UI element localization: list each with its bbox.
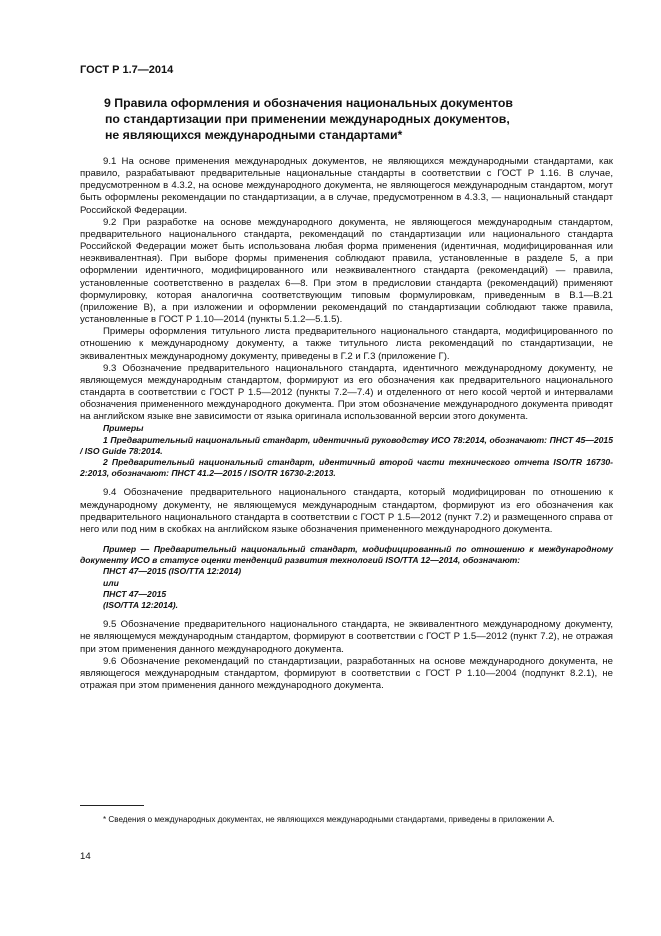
- document-body: [80, 156, 613, 692]
- paragraph-9-3: 9.3 Обозначение предварительного национального стандарта, идентичного международному документу, не являющемуся международным стандартом, формируют из его обозначения как предварительного национального стандарта в соответствии с ГОСТ Р 1.5—2012 (пункты 7.2—7.4) и отделенного от него косой чертой и интервалами обозначения примененного международного документа. При этом обозначение международного документа приводят на английском языке вне зависимости от языка оригинала использованной версии этого документа.: [80, 362, 613, 423]
- example-designation-line: (ISO/TTA 12:2014).: [103, 600, 178, 611]
- example-modified: Пример — Предварительный национальный стандарт, модифицированный по отношению к международному документу ИСО в статусе оценки тенденций развития технологий ISO/TTA 12—2014, обозначают:: [80, 544, 613, 566]
- footnote: * Сведения о международных документах, не являющихся международными стандартами, приведены в приложении А.: [103, 815, 555, 824]
- example-1: 1 Предварительный национальный стандарт, идентичный руководству ИСО 78:2014, обозначают: ПНСТ 45—2015 / ISO Guide 78:2014.: [80, 434, 613, 456]
- section-title-line: по стандартизации при применении международных документов,: [105, 112, 510, 126]
- examples-label: Примеры: [103, 423, 144, 434]
- paragraph-9-1: 9.1 На основе применения международных документов, не являющихся международными стандартами, как правило, разрабатывают предварительные национальные стандарты в соответствии с ГОСТ Р 1.16. В случае, предусмотренном в 4.3.2, на основе международного документа, не являющегося международным стандартом, могут быть оформлены рекомендации по стандартизации, а в случае, предусмотренном в 4.3.3, — национальный стандарт Российской Федерации.: [80, 156, 613, 216]
- example-designation-line: ПНСТ 47—2015 (ISO/TTA 12:2014): [103, 566, 242, 577]
- paragraph-9-4: 9.4 Обозначение предварительного национального стандарта, который модифицирован по отношению к международному документу, не являющемуся международным стандартом, формируют из его обозначения как предварительного национального стандарта в соответствии с ГОСТ Р 1.5—2012 (пункт 7.2) и размещенного справа от него или под ним в скобках на английском языке обозначения примененного международного документа.: [80, 487, 613, 535]
- paragraph-examples-reference: Примеры оформления титульного листа предварительного национального стандарта, модифицированного по отношению к международному документу, а также титульного листа рекомендаций по стандартизации, не эквивалентных международному документу, приведены в Г.2 и Г.3 (приложение Г).: [80, 326, 613, 362]
- document-header: ГОСТ Р 1.7—2014: [80, 64, 174, 76]
- footnote-divider: [80, 805, 144, 806]
- paragraph-9-6: 9.6 Обозначение рекомендаций по стандартизации, разработанных на основе международного документа, не являющегося международным стандартом, формируют в соответствии с ГОСТ Р 1.10—2004 (подпункт 8.2.1), не отражая при этом применения данного международного документа.: [80, 655, 613, 692]
- section-title-line: 9 Правила оформления и обозначения национальных документов: [104, 96, 513, 110]
- example-2: 2 Предварительный национальный стандарт, идентичный второй части технического отчета ISO/TR 16730-2:2013, обозначают: ПНСТ 41.2—2015 / ISO/TR 16730-2:2013.: [80, 457, 613, 479]
- section-title-line: не являющихся международными стандартами*: [105, 128, 403, 142]
- section-title: [104, 95, 574, 143]
- example-designation-line: или: [103, 577, 119, 588]
- paragraph-9-5: 9.5 Обозначение предварительного национального стандарта, не эквивалентного международному документу, не являющемуся международным стандартом, формируют в соответствии с ГОСТ Р 1.5—2012 (пункт 7.2), не отражая при этом применения данного международного документа.: [80, 619, 613, 655]
- example-designation-line: ПНСТ 47—2015: [103, 588, 167, 599]
- paragraph-9-2: 9.2 При разработке на основе международного документа, не являющегося международным стандартом, предварительного национального стандарта, рекомендаций по стандартизации или национального стандарта Российской Федерации может быть использована любая форма применения (идентичная, модифицированная или неэквивалентная). При выборе формы применения соблюдают правила, установленные в разделе 5, а при оформлении идентичного, модифицированного или неэквивалентного стандарта (рекомендаций) — правила, установленные соответственно в разделах 6—8. При этом в предисловии стандарта (рекомендаций) применяют формулировку, которая аналогична соответствующим типовым формулировкам, приведенным в В.1—В.21 (приложение В), а при изложении и оформлении рекомендаций по стандартизации соблюдают также правила, установленные в ГОСТ Р 1.10—2014 (пункты 5.1.2—5.1.5).: [80, 216, 613, 326]
- page-number: 14: [80, 851, 91, 862]
